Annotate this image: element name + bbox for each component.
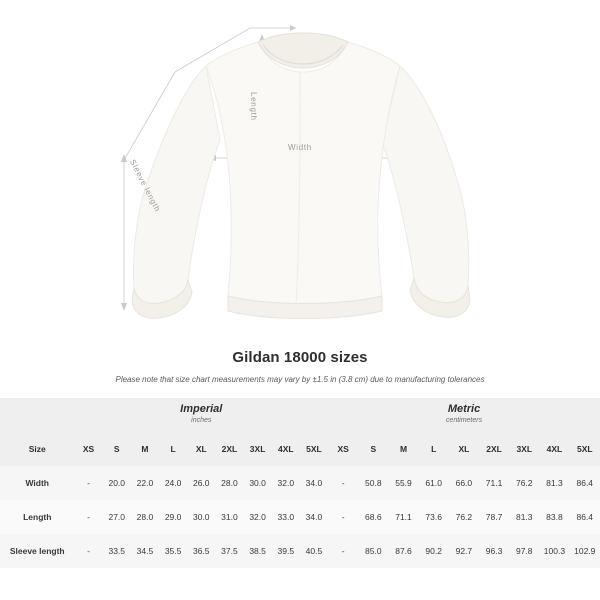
- metric-unit-cell: [328, 398, 600, 432]
- col-header-imperial-xl: XL: [187, 432, 215, 466]
- title-block: [0, 345, 600, 384]
- size-column-header: Size: [0, 432, 74, 466]
- cell-width-imperial-5xl: 34.0: [300, 466, 328, 500]
- units-header-row: [0, 398, 600, 432]
- cell-width-imperial-4xl: 32.0: [272, 466, 300, 500]
- cell-sleeve-metric-4xl: 100.3: [539, 534, 569, 568]
- cell-sleeve-metric-2xl: 96.3: [479, 534, 509, 568]
- cell-width-imperial-s: 20.0: [103, 466, 131, 500]
- cell-length-metric-2xl: 78.7: [479, 500, 509, 534]
- col-header-metric-xs: XS: [328, 432, 358, 466]
- cell-sleeve-metric-5xl: 102.9: [570, 534, 600, 568]
- size-chart-table: [0, 398, 600, 568]
- col-header-imperial-l: L: [159, 432, 187, 466]
- row-label-width: Width: [0, 466, 74, 500]
- row-label-sleeve-length: Sleeve length: [0, 534, 74, 568]
- cell-length-metric-4xl: 83.8: [539, 500, 569, 534]
- metric-unit-sub: centimeters: [445, 417, 483, 425]
- col-header-metric-xl: XL: [449, 432, 479, 466]
- col-header-imperial-xs: XS: [74, 432, 102, 466]
- cell-length-imperial-2xl: 31.0: [215, 500, 243, 534]
- cell-length-imperial-l: 29.0: [159, 500, 187, 534]
- cell-sleeve-imperial-l: 35.5: [159, 534, 187, 568]
- cell-length-imperial-m: 28.0: [131, 500, 159, 534]
- table-row: [0, 466, 600, 500]
- width-measure-label: Width: [288, 143, 312, 152]
- row-label-length: Length: [0, 500, 74, 534]
- cell-width-imperial-3xl: 30.0: [244, 466, 272, 500]
- cell-length-metric-m: 71.1: [388, 500, 418, 534]
- col-header-metric-m: M: [388, 432, 418, 466]
- cell-length-imperial-3xl: 32.0: [244, 500, 272, 534]
- cell-sleeve-metric-s: 85.0: [358, 534, 388, 568]
- cell-length-imperial-xs: -: [74, 500, 102, 534]
- col-header-imperial-m: M: [131, 432, 159, 466]
- imperial-unit-sub: inches: [191, 417, 212, 425]
- imperial-unit-name: Imperial: [180, 403, 223, 416]
- cell-width-imperial-xs: -: [74, 466, 102, 500]
- cell-length-metric-l: 73.6: [419, 500, 449, 534]
- table-row: [0, 534, 600, 568]
- cell-length-metric-3xl: 81.3: [509, 500, 539, 534]
- cell-width-metric-xl: 66.0: [449, 466, 479, 500]
- col-header-metric-l: L: [419, 432, 449, 466]
- cell-sleeve-imperial-s: 33.5: [103, 534, 131, 568]
- cell-width-metric-5xl: 86.4: [570, 466, 600, 500]
- cell-width-metric-2xl: 71.1: [479, 466, 509, 500]
- table-row: [0, 500, 600, 534]
- cell-length-imperial-xl: 30.0: [187, 500, 215, 534]
- cell-width-metric-xs: -: [328, 466, 358, 500]
- cell-length-imperial-5xl: 34.0: [300, 500, 328, 534]
- cell-sleeve-imperial-xs: -: [74, 534, 102, 568]
- sleeve-length-measure-label: Sleeve length: [127, 158, 163, 214]
- cell-sleeve-metric-l: 90.2: [419, 534, 449, 568]
- cell-sleeve-imperial-2xl: 37.5: [215, 534, 243, 568]
- tolerance-note: Please note that size chart measurements may vary by ±1.5 in (3.8 cm) due to manufacturing tolerances: [115, 375, 485, 384]
- cell-width-imperial-l: 24.0: [159, 466, 187, 500]
- cell-length-metric-5xl: 86.4: [570, 500, 600, 534]
- col-header-metric-2xl: 2XL: [479, 432, 509, 466]
- col-header-metric-3xl: 3XL: [509, 432, 539, 466]
- cell-sleeve-metric-xs: -: [328, 534, 358, 568]
- cell-length-imperial-s: 27.0: [103, 500, 131, 534]
- cell-width-metric-m: 55.9: [388, 466, 418, 500]
- cell-sleeve-metric-m: 87.6: [388, 534, 418, 568]
- cell-width-imperial-m: 22.0: [131, 466, 159, 500]
- cell-sleeve-imperial-m: 34.5: [131, 534, 159, 568]
- cell-length-metric-s: 68.6: [358, 500, 388, 534]
- cell-sleeve-metric-3xl: 97.8: [509, 534, 539, 568]
- cell-sleeve-imperial-5xl: 40.5: [300, 534, 328, 568]
- cell-width-metric-l: 61.0: [419, 466, 449, 500]
- cell-length-metric-xs: -: [328, 500, 358, 534]
- col-header-imperial-3xl: 3XL: [244, 432, 272, 466]
- page-title: Gildan 18000 sizes: [232, 349, 368, 366]
- col-header-imperial-5xl: 5XL: [300, 432, 328, 466]
- cell-sleeve-metric-xl: 92.7: [449, 534, 479, 568]
- units-spacer-cell: [0, 398, 74, 432]
- col-header-metric-4xl: 4XL: [539, 432, 569, 466]
- cell-width-metric-3xl: 76.2: [509, 466, 539, 500]
- cell-width-imperial-2xl: 28.0: [215, 466, 243, 500]
- col-header-metric-5xl: 5XL: [570, 432, 600, 466]
- col-header-imperial-s: S: [103, 432, 131, 466]
- cell-width-metric-s: 50.8: [358, 466, 388, 500]
- metric-unit-name: Metric: [447, 403, 481, 416]
- col-header-metric-s: S: [358, 432, 388, 466]
- cell-width-imperial-xl: 26.0: [187, 466, 215, 500]
- col-header-imperial-2xl: 2XL: [215, 432, 243, 466]
- cell-width-metric-4xl: 81.3: [539, 466, 569, 500]
- cell-sleeve-imperial-4xl: 39.5: [272, 534, 300, 568]
- length-measure-label: Length: [249, 92, 258, 121]
- cell-sleeve-imperial-3xl: 38.5: [244, 534, 272, 568]
- col-header-imperial-4xl: 4XL: [272, 432, 300, 466]
- cell-length-imperial-4xl: 33.0: [272, 500, 300, 534]
- imperial-unit-cell: [74, 398, 328, 432]
- size-chart-table-wrapper: [0, 398, 600, 568]
- cell-length-metric-xl: 76.2: [449, 500, 479, 534]
- size-header-row: [0, 432, 600, 466]
- cell-sleeve-imperial-xl: 36.5: [187, 534, 215, 568]
